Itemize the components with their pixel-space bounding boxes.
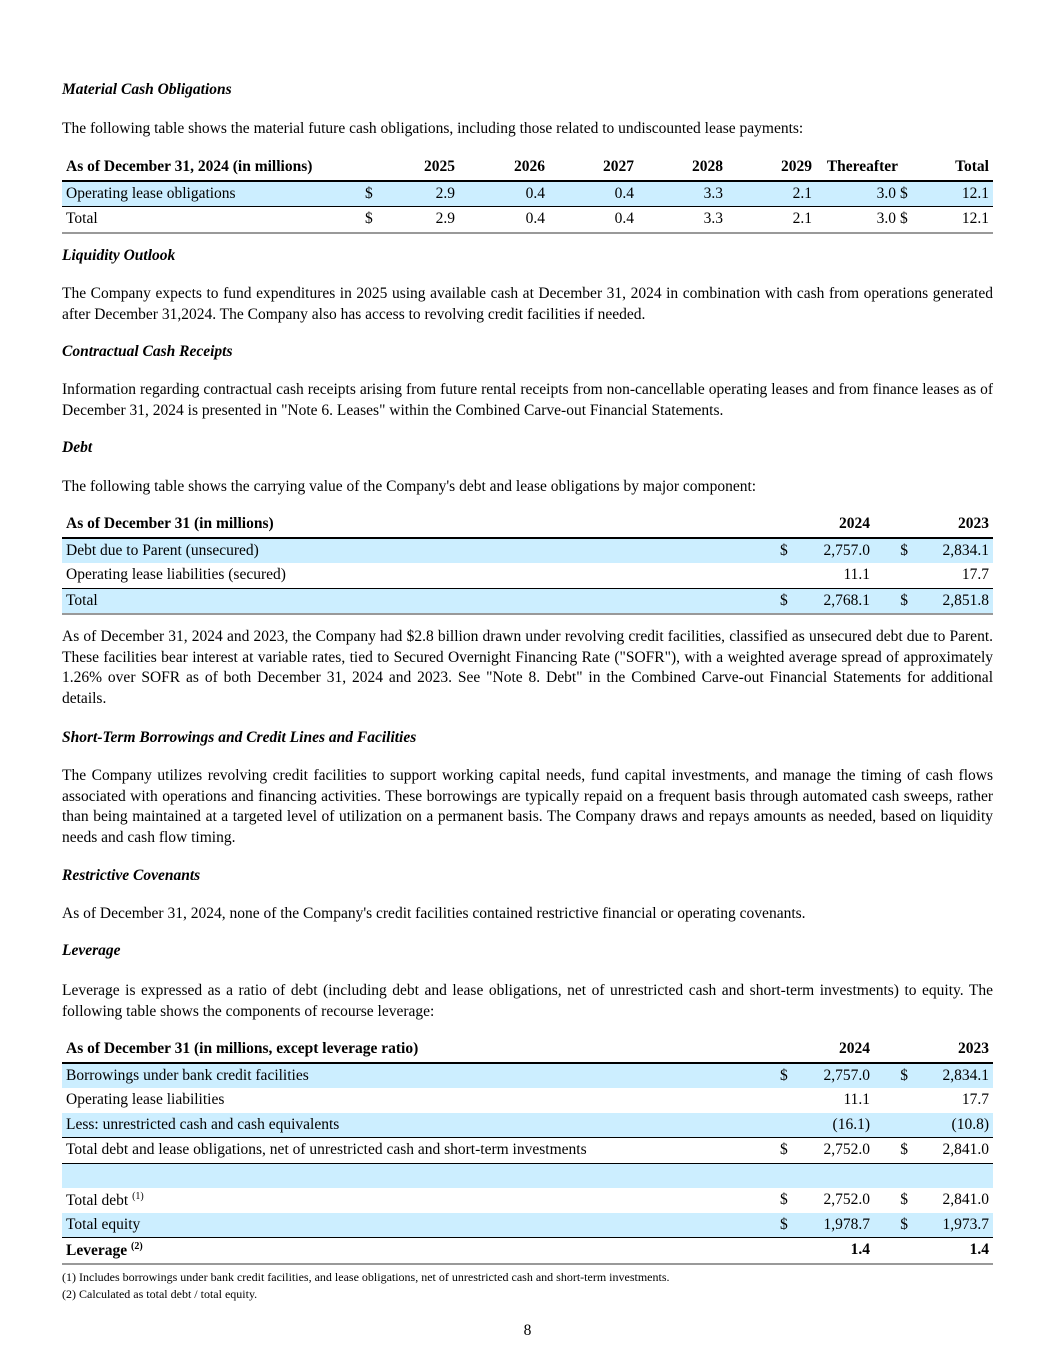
currency-symbol: $: [780, 1191, 788, 1209]
cell: 2,834.1: [942, 1066, 989, 1084]
table-row: [62, 1213, 993, 1239]
paragraph: As of December 31, 2024, none of the Company's credit facilities contained restrictive financial or operating covenants.: [62, 905, 806, 922]
header-cell: 2024: [839, 1040, 870, 1058]
header-cell: 2029: [781, 158, 812, 176]
cell: 1.4: [969, 1241, 989, 1259]
currency-symbol: $: [900, 184, 908, 202]
row-label: Total: [66, 591, 98, 609]
table-row: [62, 563, 993, 589]
cell: 2,841.0: [942, 1191, 989, 1209]
footnote: (2) Calculated as total debt / total equity.: [62, 1287, 258, 1301]
header-cell: As of December 31 (in millions): [66, 515, 274, 533]
header-cell: Thereafter: [826, 158, 898, 176]
row-label: Operating lease obligations: [66, 184, 236, 202]
cell: 2,752.0: [823, 1191, 870, 1209]
header-cell: 2024: [839, 515, 870, 533]
table-row: [62, 1238, 993, 1265]
cell: 0.4: [614, 210, 634, 228]
row-label: Operating lease liabilities (secured): [66, 566, 286, 584]
currency-symbol: $: [780, 541, 788, 559]
cell: 3.3: [703, 184, 723, 202]
cell: 2,841.0: [942, 1141, 989, 1159]
row-label: Borrowings under bank credit facilities: [66, 1066, 309, 1084]
section-heading: Liquidity Outlook: [62, 247, 176, 264]
cell: 3.3: [703, 210, 723, 228]
cell: 0.4: [525, 184, 545, 202]
cell: 2.1: [792, 210, 812, 228]
currency-symbol: $: [365, 184, 373, 202]
currency-symbol: $: [900, 591, 908, 609]
table-row: [62, 1064, 993, 1089]
cash-obligations-table: [62, 155, 993, 234]
spacer-row: [62, 1163, 993, 1189]
cell: 1,973.7: [942, 1215, 989, 1233]
header-cell: As of December 31 (in millions, except leverage ratio): [66, 1040, 419, 1058]
row-label: [62, 1191, 780, 1210]
currency-symbol: $: [900, 210, 908, 228]
paragraph: Leverage is expressed as a ratio of debt (including debt and lease obligations, net of unrestricted cash and short-term investments) to equity. The following table shows the components of recourse leverage:: [62, 982, 993, 1020]
cell: 0.4: [525, 210, 545, 228]
cell: (16.1): [832, 1115, 870, 1133]
header-cell: 2025: [424, 158, 455, 176]
paragraph: The following table shows the carrying value of the Company's debt and lease obligations by major component:: [62, 478, 757, 495]
cell: 17.7: [961, 1091, 989, 1109]
currency-symbol: $: [780, 1141, 788, 1159]
table-header: [62, 512, 993, 539]
cell: 2,757.0: [823, 541, 870, 559]
row-label: Total: [66, 210, 98, 228]
paragraph: The Company expects to fund expenditures in 2025 using available cash at December 31, 2024 in combination with cash from operations generated after December 31,2024. The Company also has access to revolving credit facilities if needed.: [62, 285, 993, 323]
row-label: Debt due to Parent (unsecured): [66, 541, 259, 559]
debt-table: [62, 512, 993, 615]
currency-symbol: $: [900, 541, 908, 559]
section-heading: Short-Term Borrowings and Credit Lines and Facilities: [62, 729, 417, 746]
cell: 17.7: [961, 566, 989, 584]
cell: 2,834.1: [942, 541, 989, 559]
cell: 2.9: [435, 184, 455, 202]
cell: 11.1: [843, 1091, 870, 1109]
cell: 2,752.0: [823, 1141, 870, 1159]
currency-symbol: $: [780, 1066, 788, 1084]
table-row: [62, 1138, 993, 1163]
currency-symbol: $: [900, 1191, 908, 1209]
label-text: Leverage: [66, 1241, 128, 1259]
table-header: [62, 155, 993, 182]
table-row: [62, 1188, 993, 1213]
currency-symbol: $: [900, 1066, 908, 1084]
cell: 12.1: [961, 210, 989, 228]
cell: 1.4: [850, 1241, 870, 1259]
label-text: Total debt: [66, 1191, 129, 1209]
table-row: [62, 1113, 993, 1139]
cell: 11.1: [843, 566, 870, 584]
section-heading: Debt: [62, 439, 93, 456]
table-row: [62, 539, 993, 564]
cell: (10.8): [951, 1115, 989, 1133]
footnote: (1) Includes borrowings under bank credit facilities, and lease obligations, net of unrestricted cash and short-term investments.: [62, 1270, 670, 1284]
cell: 3.0: [876, 210, 896, 228]
row-label: Total debt and lease obligations, net of unrestricted cash and short-term investments: [66, 1141, 587, 1159]
paragraph: Information regarding contractual cash receipts arising from future rental receipts from non-cancellable operating leases and from finance leases as of December 31, 2024 is presented in "Note 6. Leases" within the Combined Carve-out Financial Statements.: [62, 381, 993, 419]
paragraph: As of December 31, 2024 and 2023, the Company had $2.8 billion drawn under revolving credit facilities, classified as unsecured debt due to Parent. These facilities bear interest at variable rates, tied to Secured Overnight Financing Rate ("SOFR"), with a weighted average spread of approximately 1.26% over SOFR as of both December 31, 2024 and 2023. See "Note 8. Debt" in the Combined Carve-out Financial Statements for additional details.: [62, 628, 993, 707]
paragraph: The Company utilizes revolving credit facilities to support working capital needs, fund capital investments, and manage the timing of cash flows associated with operations and financing activities. These borrowings are typically repaid on a frequent basis through automated cash sweeps, rather than being maintained at a targeted level of utilization on a permanent basis. The Company draws and repays amounts as needed, based on liquidity needs and cash flow timing.: [62, 767, 993, 846]
section-heading: Material Cash Obligations: [62, 81, 232, 98]
table-row: [62, 182, 993, 208]
leverage-table: [62, 1037, 993, 1265]
cell: 2.9: [435, 210, 455, 228]
currency-symbol: $: [780, 591, 788, 609]
cell: 2,757.0: [823, 1066, 870, 1084]
header-cell: As of December 31, 2024 (in millions): [66, 158, 313, 176]
cell: 0.4: [614, 184, 634, 202]
row-label: Operating lease liabilities: [66, 1091, 225, 1109]
header-cell: 2026: [514, 158, 545, 176]
header-cell: 2023: [958, 1040, 989, 1058]
footnote-ref: (2): [130, 1240, 143, 1252]
footnote-ref: (1): [132, 1190, 144, 1202]
section-heading: Contractual Cash Receipts: [62, 343, 233, 360]
currency-symbol: $: [900, 1141, 908, 1159]
cell: 2,768.1: [823, 591, 870, 609]
header-cell: 2023: [958, 515, 989, 533]
row-label: [62, 1241, 780, 1260]
cell: 2,851.8: [942, 591, 989, 609]
section-heading: Restrictive Covenants: [62, 867, 201, 884]
currency-symbol: $: [780, 1215, 788, 1233]
currency-symbol: $: [900, 1215, 908, 1233]
row-label: Total equity: [66, 1215, 141, 1233]
table-row: [62, 1088, 993, 1113]
header-cell: 2028: [692, 158, 723, 176]
table-row: [62, 589, 993, 616]
cell: 2.1: [792, 184, 812, 202]
paragraph: The following table shows the material future cash obligations, including those related to undiscounted lease payments:: [62, 120, 804, 137]
cell: 1,978.7: [823, 1215, 870, 1233]
cell: 3.0: [876, 184, 896, 202]
section-heading: Leverage: [62, 942, 121, 959]
header-cell: Total: [955, 158, 989, 176]
cell: 12.1: [961, 184, 989, 202]
currency-symbol: $: [365, 210, 373, 228]
table-row: [62, 207, 993, 234]
table-header: [62, 1037, 993, 1064]
page-number: 8: [523, 1322, 532, 1339]
row-label: Less: unrestricted cash and cash equivalents: [66, 1115, 340, 1133]
header-cell: 2027: [603, 158, 634, 176]
